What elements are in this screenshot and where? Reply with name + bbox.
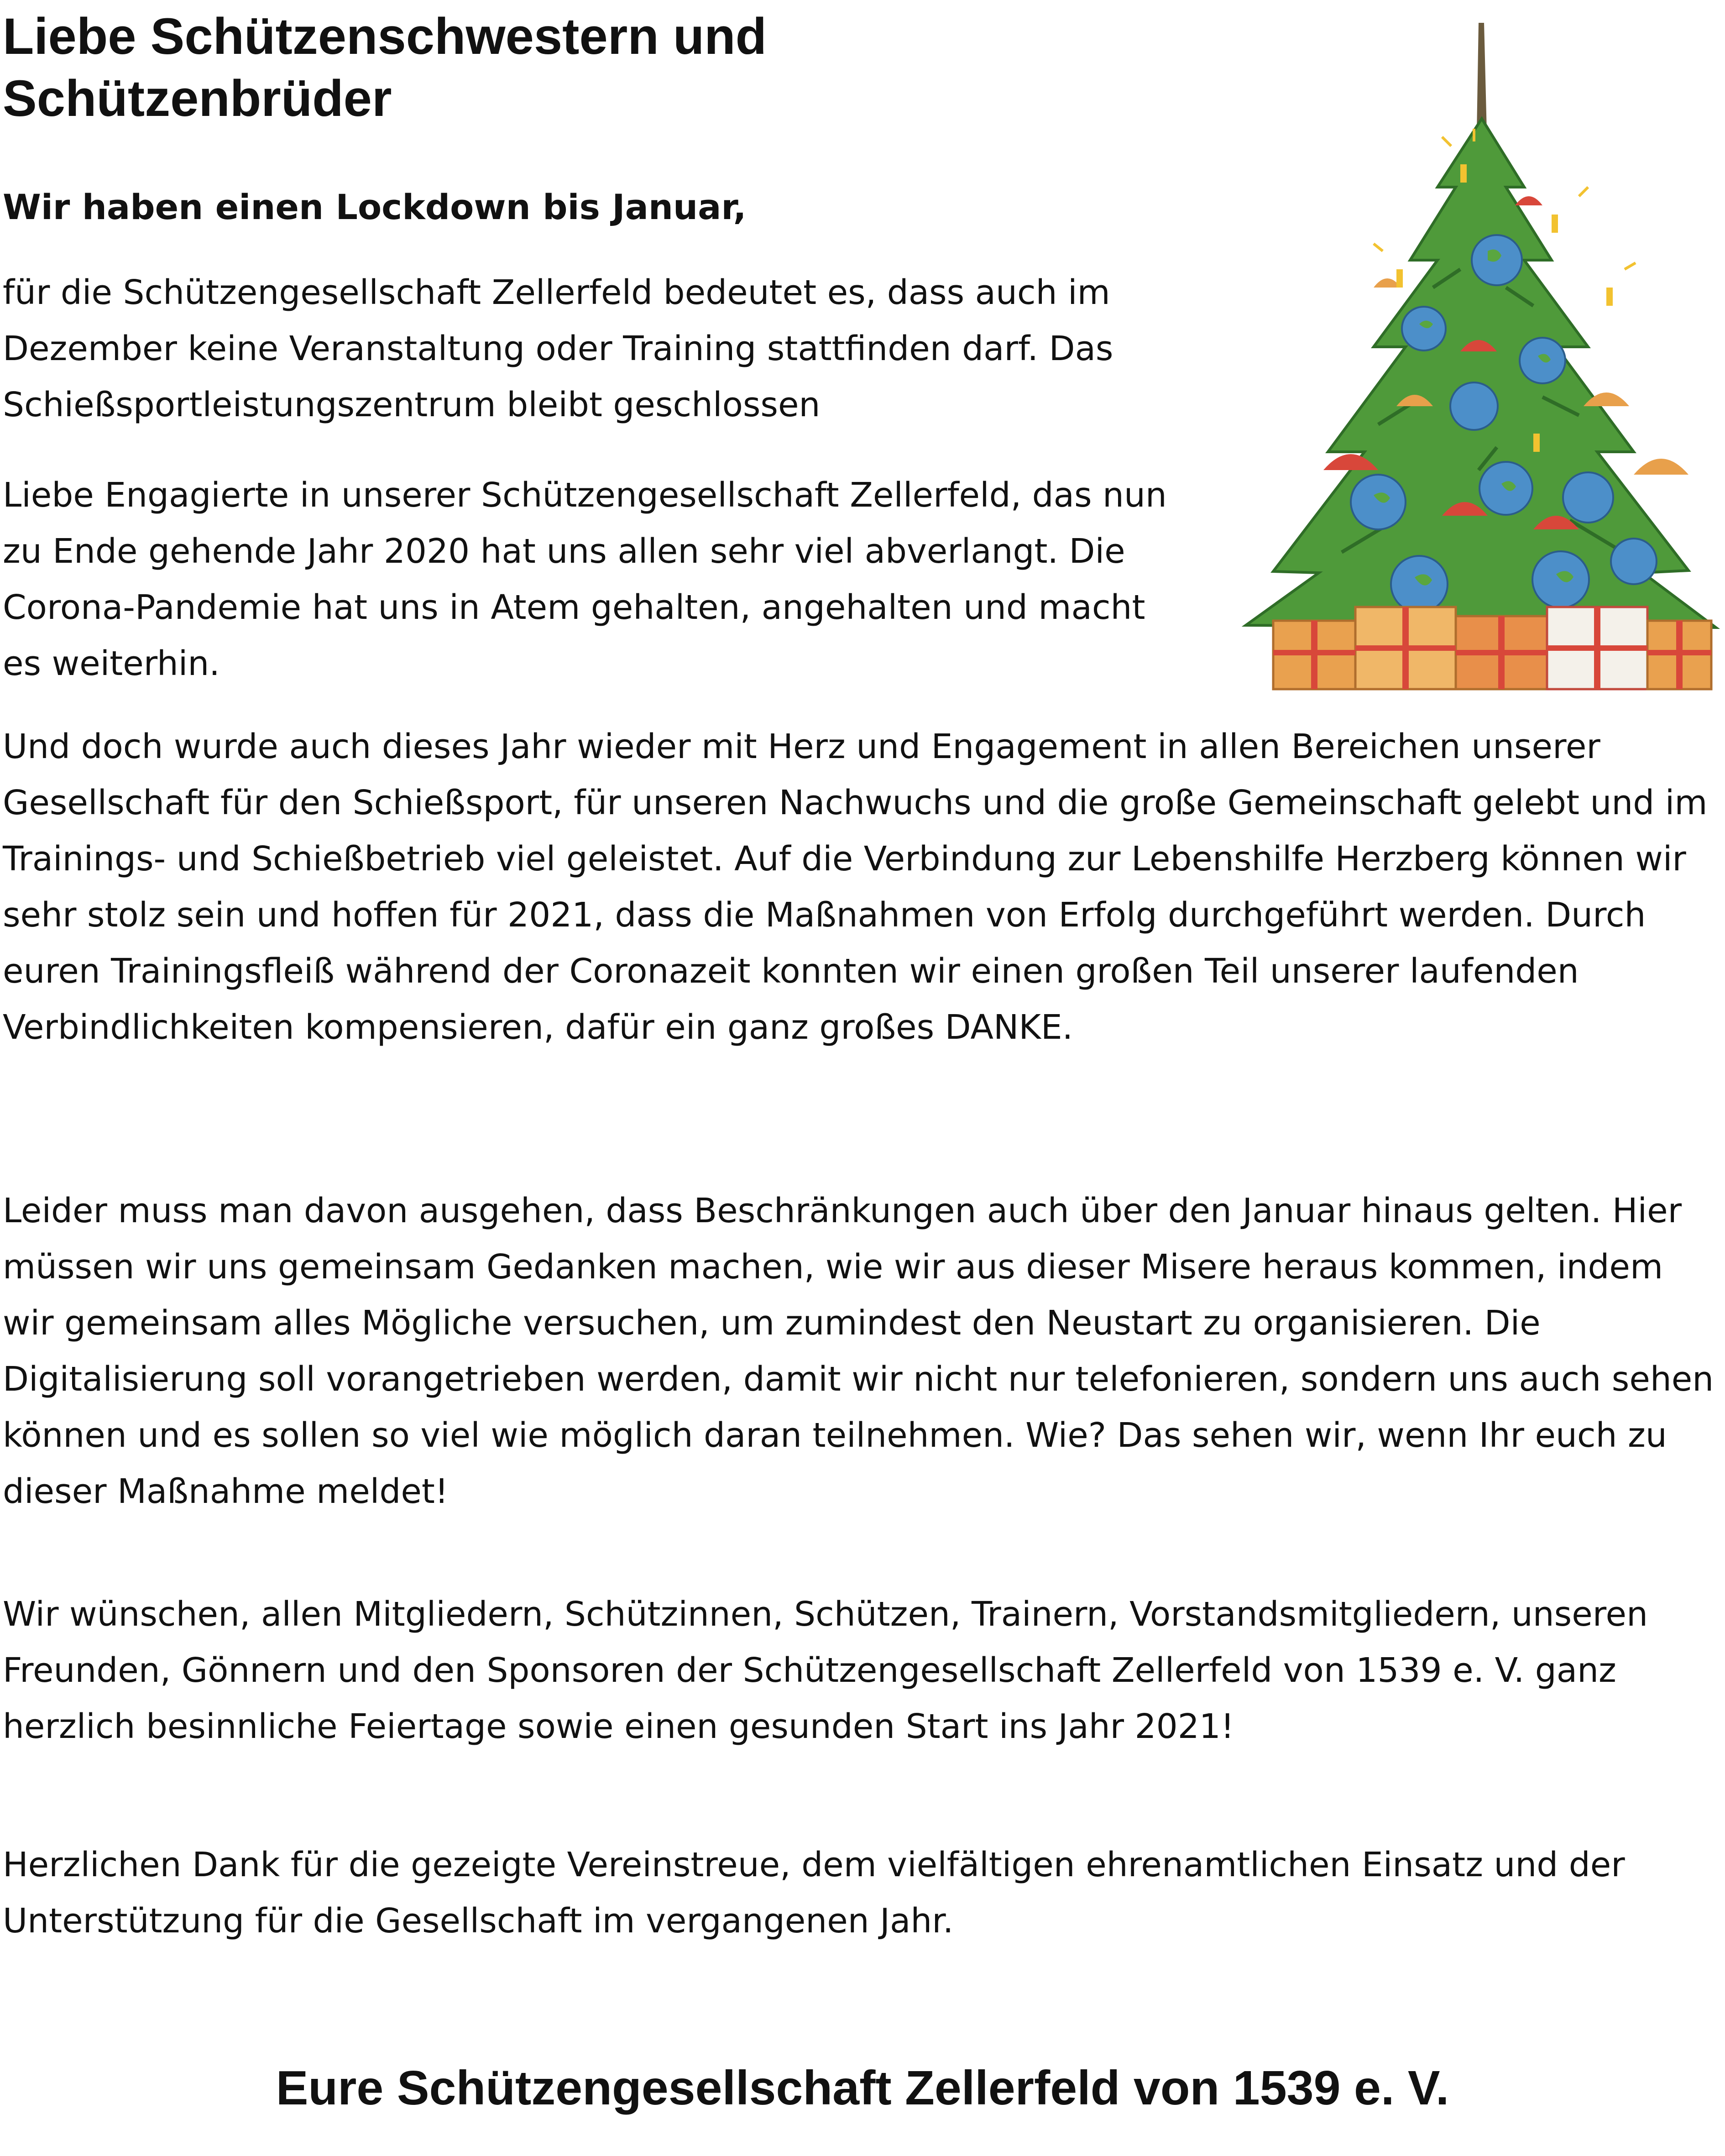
title-line-1: Liebe Schützenschwestern und (3, 8, 767, 65)
title-line-2: Schützenbrüder (3, 70, 392, 127)
paragraph-thanks: Herzlichen Dank für die gezeigte Vereinstreue, dem vielfältigen ehrenamtlichen Einsatz und der Unterstützung für die Gesellschaft im vergangenen Jahr. (3, 1845, 1625, 1941)
lead-line: Wir haben einen Lockdown bis Januar, (3, 187, 747, 227)
paragraph-restrictions: Leider muss man davon ausgehen, dass Beschränkungen auch über den Januar hinaus gelten. Hier müssen wir uns gemeinsam Gedanken machen, wie wir aus dieser Misere heraus kommen, indem wir gemeinsam alles Mögliche versuchen, um zumindest den Neustart zu organisieren. Die Digitalisierung soll vorangetrieben werden, damit wir nicht nur telefonieren, sondern uns auch sehen können und es sollen so viel wie möglich daran teilnehmen. Wie? Das sehen wir, wenn Ihr euch zu dieser Maßnahme meldet! (3, 1191, 1714, 1511)
paragraph-year-2020: Liebe Engagierte in unserer Schützengesellschaft Zellerfeld, das nun zu Ende gehende Jahr 2020 hat uns allen sehr viel abverlangt. Die Corona-Pandemie hat uns in Atem gehalten, angehalten und macht es weiterhin. (3, 476, 1167, 683)
letter-title (3, 5, 1007, 130)
paragraph-wishes: Wir wünschen, allen Mitgliedern, Schützinnen, Schützen, Trainern, Vorstandsmitgliedern, unseren Freunden, Gönnern und den Sponsoren der Schützengesellschaft Zellerfeld von 1539 e. V. ganz herzlich besinnliche Feiertage sowie einen gesunden Start ins Jahr 2021! (3, 1595, 1648, 1746)
paragraph-engagement: Und doch wurde auch dieses Jahr wieder mit Herz und Engagement in allen Bereichen unserer Gesellschaft für den Schießsport, für unseren Nachwuchs und die große Gemeinschaft gelebt und im Trainings- und Schießbetrieb viel geleistet. Auf die Verbindung zur Lebenshilfe Herzberg können wir sehr stolz sein und hoffen für 2021, dass die Maßnahmen von Erfolg durchgeführt werden. Durch euren Trainingsfleiß während der Coronazeit konnten wir einen großen Teil unserer laufenden Verbindlichkeiten kompensieren, dafür ein ganz großes DANKE. (3, 727, 1708, 1047)
christmas-tree-illustration (1205, 14, 1725, 712)
signature: Eure Schützengesellschaft Zellerfeld von 1539 e. V. (276, 2061, 1449, 2115)
paragraph-lockdown: für die Schützengesellschaft Zellerfeld bedeutet es, dass auch im Dezember keine Veranstaltung oder Training stattfinden darf. Das Schießsportleistungszentrum bleibt geschlossen (3, 273, 1113, 424)
